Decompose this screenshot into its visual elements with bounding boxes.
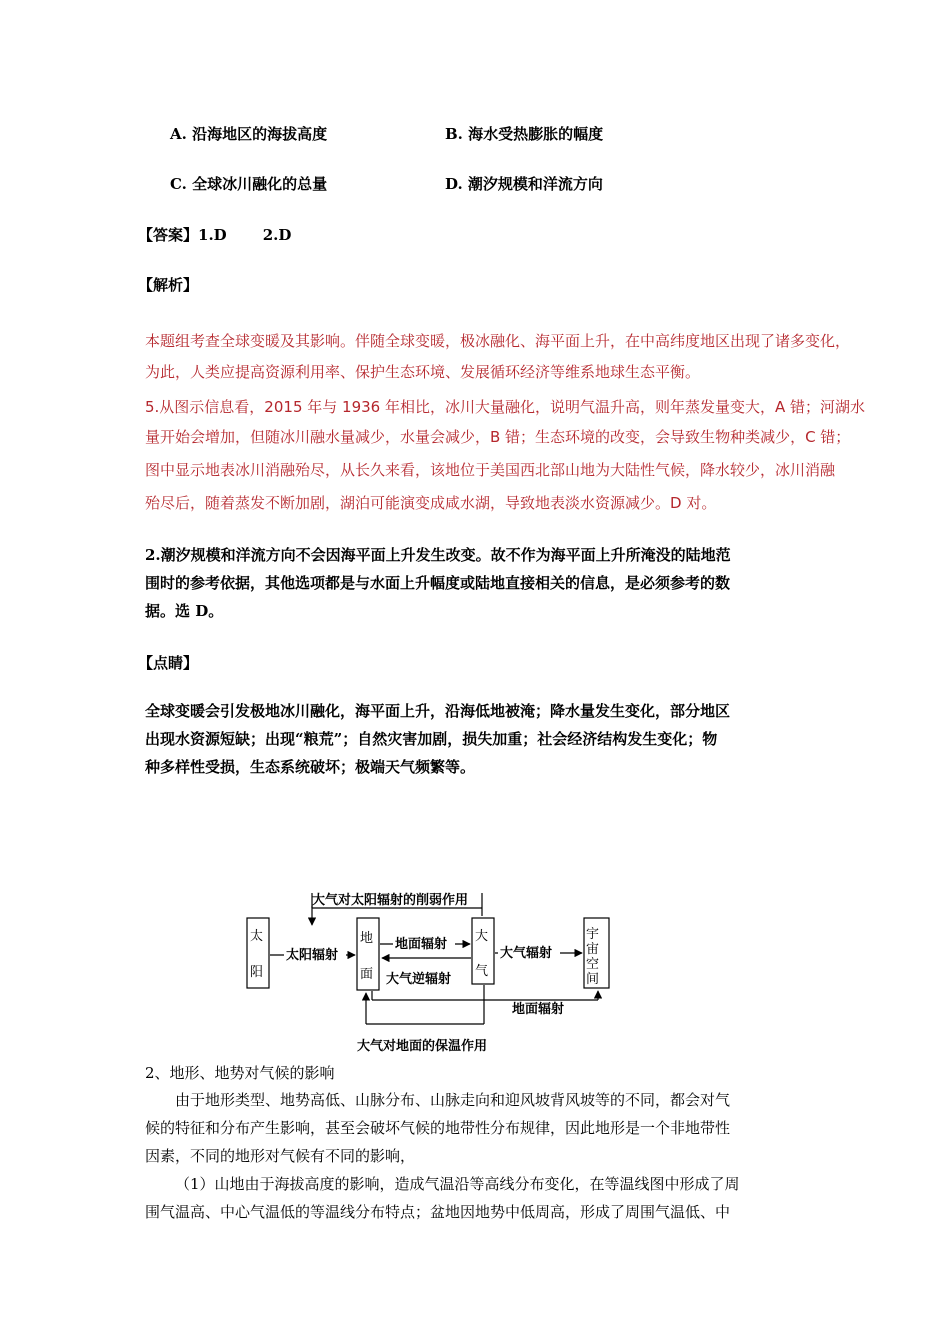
red-text-line-5: 图中显示地表冰川消融殆尽，从长久来看，该地位于美国西北部山地为大陆性气候，降水较少，冰川消融 [145,461,836,479]
q2-explain-line-3: 据。选 D。 [145,602,224,620]
red-text-line-4: 量开始会增加，但随冰川融水量减少，水量会减少，B 错；生态环境的改变，会导致生物种类减少，C 错； [145,428,851,446]
red-text-line-3: 5.从图示信息看，2015 年与 1936 年相比，冰川大量融化，说明气温升高，则年蒸发量变大，A 错；河湖水 [145,398,865,416]
option-d: D. 潮汐规模和洋流方向 [445,175,603,193]
sun-label-1: 太 [250,929,264,944]
q2-explain-line-2: 围时的参考依据，其他选项都是与水面上升幅度或陆地直接相关的信息，是必须参考的数 [145,574,731,592]
option-b: B. 海水受热膨胀的幅度 [445,125,604,143]
red-text-line-6: 殆尽后，随着蒸发不断加剧，湖泊可能演变成咸水湖，导致地表淡水资源减少。D 对。 [145,494,717,512]
red-text-line-1: 本题组考查全球变暖及其影响。伴随全球变暖，极冰融化、海平面上升，在中高纬度地区出现了诸多变化， [145,332,851,350]
bottom-radiation-label: 地面辐射 [512,1002,565,1017]
section2-heading: 2、地形、地势对气候的影响 [145,1064,335,1082]
analysis-heading: 【解析】 [138,276,199,294]
section2-p1-line-3: 因素，不同的地形对气候有不同的影响， [145,1147,416,1165]
space-label-2: 宙 [586,942,600,957]
counter-radiation-label: 大气逆辐射 [386,972,452,987]
atm-radiation-label: 大气辐射 [500,946,553,961]
tip-line-2: 出现水资源短缺；出现“粮荒”；自然灾害加剧，损失加重；社会经济结构发生变化；物 [145,730,718,748]
option-a: A. 沿海地区的海拔高度 [170,125,328,143]
red-text-line-2: 为此，人类应提高资源利用率、保护生态环境、发展循环经济等维系地球生态平衡。 [145,363,701,381]
ground-radiation-label: 地面辐射 [395,937,448,952]
space-label-4: 间 [586,972,600,987]
section2-p2-line-1: （1）山地由于海拔高度的影响，造成气温沿等高线分布变化，在等温线图中形成了周 [175,1175,740,1193]
tip-line-3: 种多样性受损，生态系统破坏；极端天气频繁等。 [145,758,476,776]
tip-line-1: 全球变暖会引发极地冰川融化，海平面上升，沿海低地被淹；降水量发生变化，部分地区 [145,702,731,720]
atmosphere-label-2: 气 [475,964,489,979]
q2-explain-line-1: 2.潮汐规模和洋流方向不会因海平面上升发生改变。故不作为海平面上升所淹没的陆地范 [145,546,731,564]
answer-item-2: 2.D [262,226,292,244]
answer-label: 【答案】 [138,226,199,244]
section2-p2-line-2: 围气温高、中心气温低的等温线分布特点；盆地因地势中低周高，形成了周围气温低、中 [145,1203,731,1221]
section2-p1-line-2: 候的特征和分布产生影响，甚至会破坏气候的地带性分布规律，因此地形是一个非地带性 [145,1119,731,1137]
tip-heading: 【点睛】 [138,654,199,672]
section2-p1-line-1: 由于地形类型、地势高低、山脉分布、山脉走向和迎风坡背风坡等的不同，都会对气 [175,1091,731,1109]
top-label: 大气对太阳辐射的削弱作用 [312,893,469,908]
sun-label-2: 阳 [250,965,264,980]
atmosphere-label-1: 大 [475,929,489,944]
space-label-1: 宇 [586,927,600,942]
diagram-caption: 大气对地面的保温作用 [357,1039,488,1054]
solar-label: 太阳辐射 [286,948,339,963]
ground-label-2: 面 [360,967,374,982]
ground-label-1: 地 [360,931,374,946]
space-label-3: 空 [586,957,600,972]
answer-item-1: 1.D [198,226,227,244]
option-c: C. 全球冰川融化的总量 [170,175,328,193]
